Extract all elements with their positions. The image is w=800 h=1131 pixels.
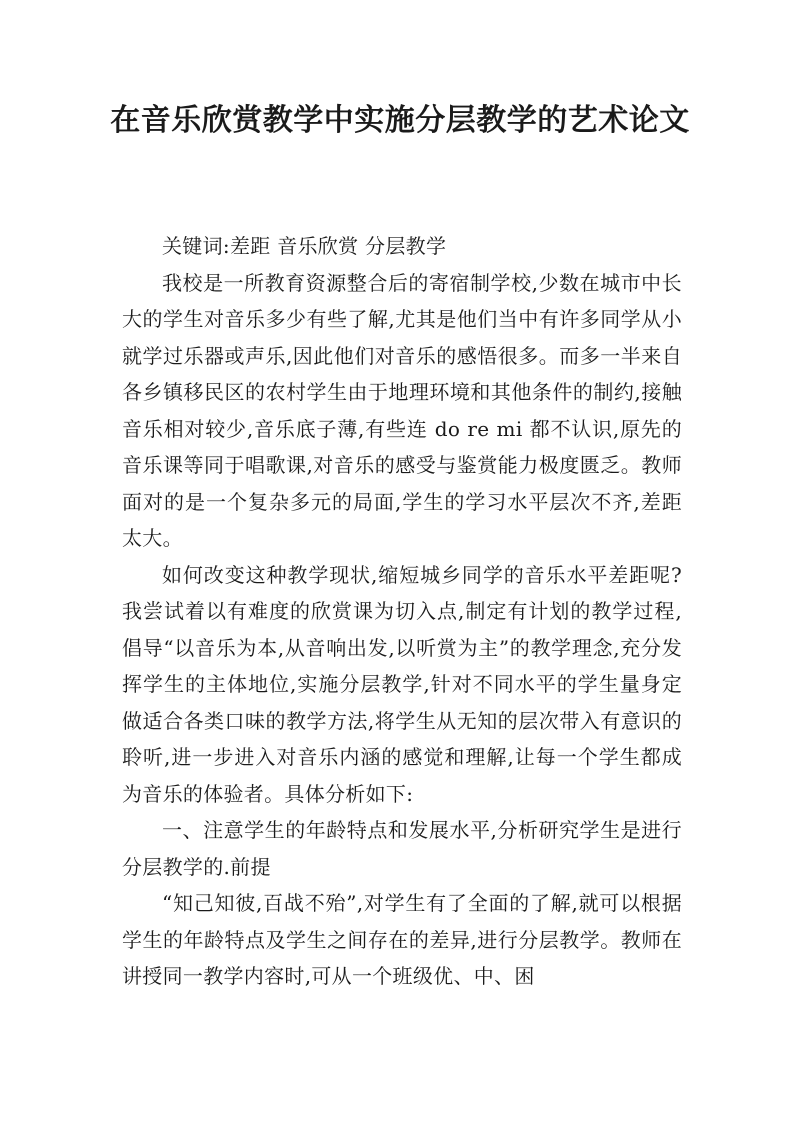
paragraph-1: 我校是一所教育资源整合后的寄宿制学校,少数在城市中长大的学生对音乐多少有些了解,尤其是他们当中有许多同学从小就学过乐器或声乐,因此他们对音乐的感悟很多。而多一半来自各乡镇移民区的农村学生由于地理环境和其他条件的制约,接触音乐相对较少,音乐底子薄,有些连 do re mi 都不认识,原先的音乐课等同于唱歌课,对音乐的感受与鉴赏能力极度匮乏。教师面对的是一个复杂多元的局面,学生的学习水平层次不齐,差距太大。 [122, 270, 682, 550]
keywords-line: 关键词:差距 音乐欣赏 分层教学 [162, 234, 447, 258]
paragraph-3: “知己知彼,百战不殆”,对学生有了全面的了解,就可以根据学生的年龄特点及学生之间存在的差异,进行分层教学。教师在讲授同一教学内容时,可从一个班级优、中、困 [122, 891, 682, 988]
paragraph-2: 如何改变这种教学现状,缩短城乡同学的音乐水平差距呢?我尝试着以有难度的欣赏课为切入点,制定有计划的教学过程,倡导“以音乐为本,从音响出发,以听赏为主”的教学理念,充分发挥学生的主体地位,实施分层教学,针对不同水平的学生量身定做适合各类口味的教学方法,将学生从无知的层次带入有意识的聆听,进一步进入对音乐内涵的感觉和理解,让每一个学生都成为音乐的体验者。具体分析如下: [122, 562, 682, 806]
document-body [122, 228, 682, 995]
document-title: 在音乐欣赏教学中实施分层教学的艺术论文 [110, 103, 690, 138]
section-heading-1: 一、注意学生的年龄特点和发展水平,分析研究学生是进行分层教学的.前提 [122, 818, 682, 879]
